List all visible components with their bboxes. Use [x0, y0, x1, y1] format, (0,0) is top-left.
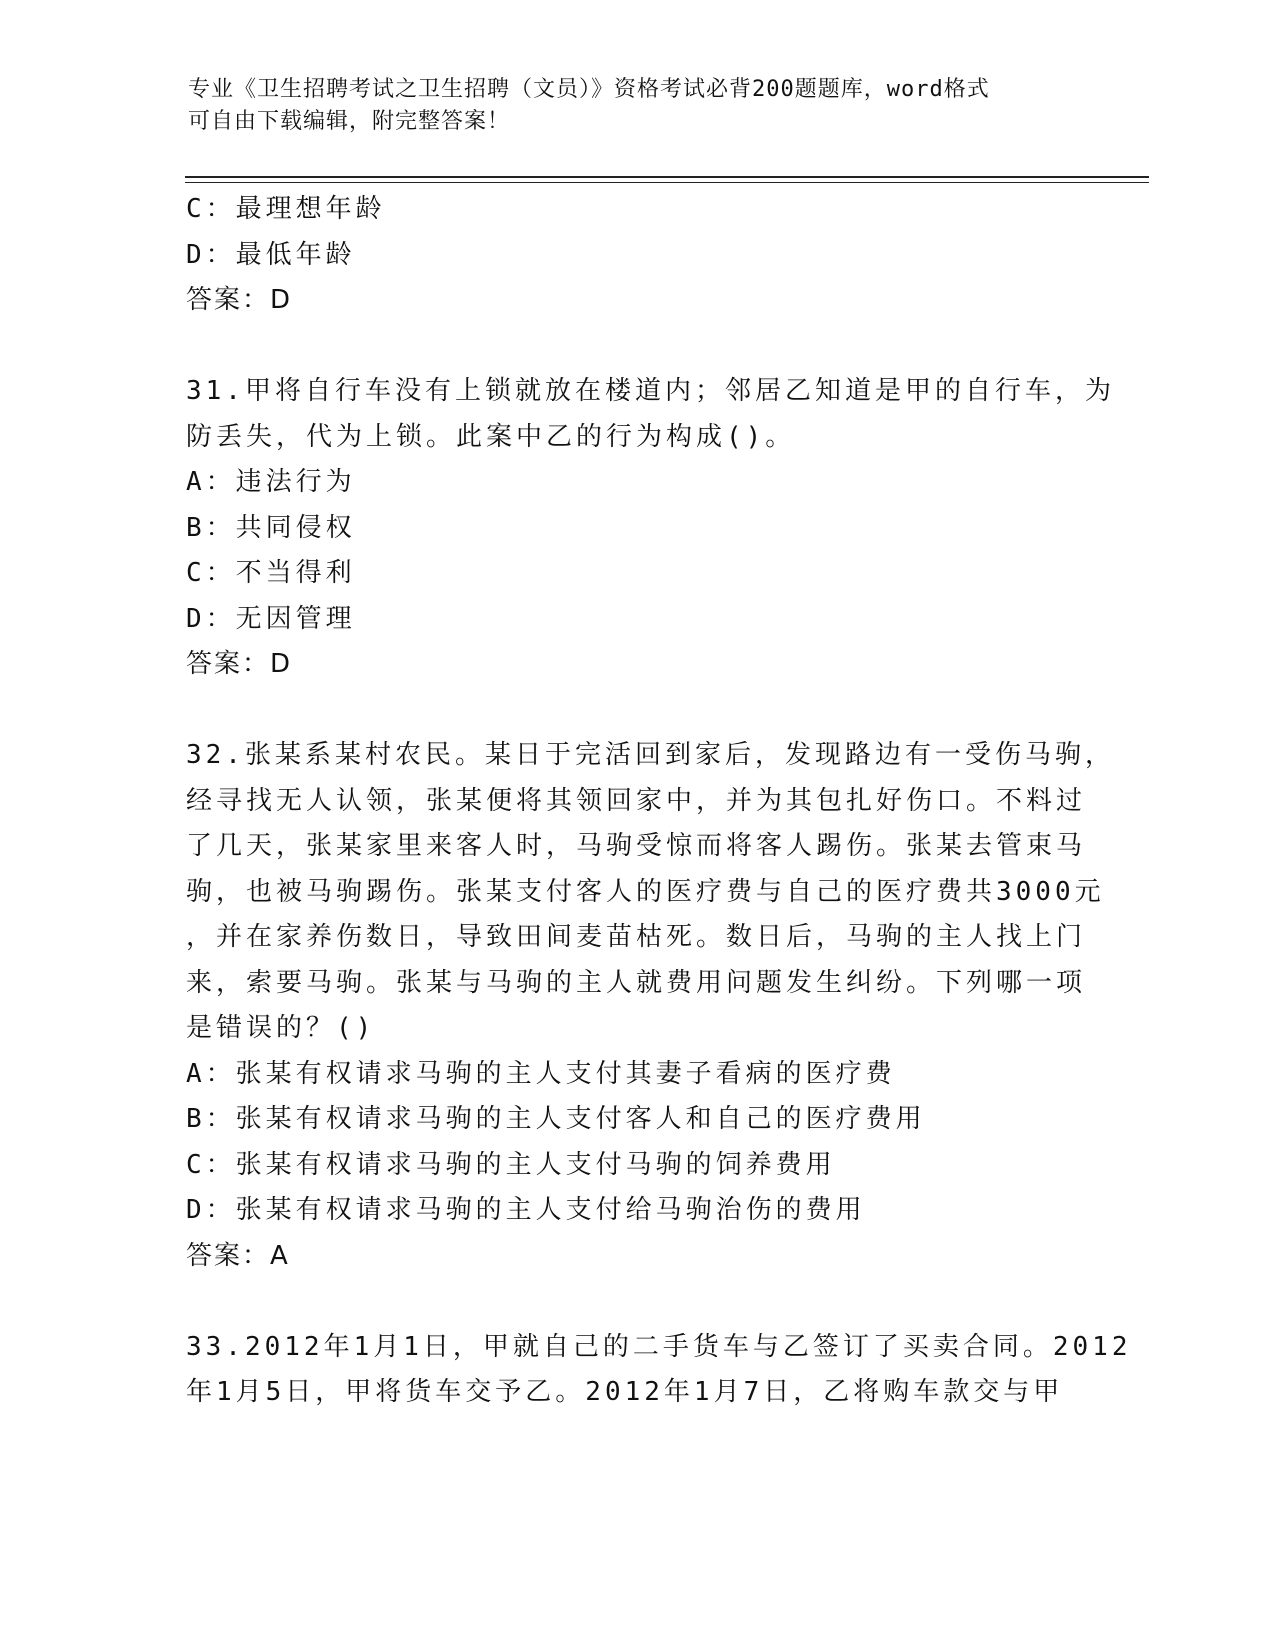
- answer-line: 答案：D: [186, 285, 293, 315]
- spacer: [186, 1279, 1146, 1325]
- header-title-line-1: 专业《卫生招聘考试之卫生招聘（文员）》资格考试必背200题题库，word格式: [188, 77, 990, 102]
- question-list: [186, 187, 1146, 1416]
- answer-line: 答案：A: [186, 1240, 290, 1271]
- option-c: C：张某有权请求马驹的主人支付马驹的饲养费用: [186, 1149, 836, 1180]
- question-33: [186, 1325, 1146, 1416]
- header-divider-thick: [185, 176, 1149, 178]
- question-30-tail: [186, 187, 1146, 324]
- option-d: D：张某有权请求马驹的主人支付给马驹治伤的费用: [186, 1195, 866, 1225]
- question-text-line: 防丢失，代为上锁。此案中乙的行为构成()。: [186, 421, 796, 452]
- header-divider-thin: [185, 182, 1149, 183]
- spacer: [186, 688, 1146, 734]
- option-d: D：最低年龄: [186, 239, 356, 270]
- answer-line: 答案：D: [186, 649, 293, 679]
- question-text-line: 33.2012年1月1日，甲就自己的二手货车与乙签订了买卖合同。2012: [186, 1331, 1132, 1362]
- question-text-line: 31.甲将自行车没有上锁就放在楼道内；邻居乙知道是甲的自行车，为: [186, 376, 1115, 406]
- question-32: [186, 733, 1146, 1279]
- option-b: B：共同侵权: [186, 512, 356, 543]
- question-text-line: 来，索要马驹。张某与马驹的主人就费用问题发生纠纷。下列哪一项: [186, 967, 1087, 998]
- option-a: A：违法行为: [186, 467, 356, 497]
- option-a: A：张某有权请求马驹的主人支付其妻子看病的医疗费: [186, 1058, 896, 1089]
- spacer: [186, 324, 1146, 370]
- page-header: [188, 74, 1088, 138]
- option-d: D：无因管理: [186, 603, 356, 634]
- option-c: C：最理想年龄: [186, 194, 386, 224]
- question-text-line: 驹，也被马驹踢伤。张某支付客人的医疗费与自己的医疗费共3000元: [186, 876, 1105, 907]
- question-31: [186, 369, 1146, 688]
- header-title-line-2: 可自由下载编辑，附完整答案！: [188, 109, 511, 134]
- question-text-line: 年1月5日，甲将货车交予乙。2012年1月7日，乙将购车款交与甲: [186, 1377, 1064, 1407]
- question-text-line: 了几天，张某家里来客人时，马驹受惊而将客人踢伤。张某去管束马: [186, 831, 1087, 861]
- option-c: C：不当得利: [186, 558, 356, 588]
- question-text-line: 是错误的？(): [186, 1013, 376, 1043]
- option-b: B：张某有权请求马驹的主人支付客人和自己的医疗费用: [186, 1104, 926, 1134]
- question-text-line: 32.张某系某村农民。某日于完活回到家后，发现路边有一受伤马驹，: [186, 740, 1115, 770]
- question-text-line: 经寻找无人认领，张某便将其领回家中，并为其包扎好伤口。不料过: [186, 785, 1087, 816]
- question-text-line: ，并在家养伤数日，导致田间麦苗枯死。数日后，马驹的主人找上门: [186, 922, 1087, 952]
